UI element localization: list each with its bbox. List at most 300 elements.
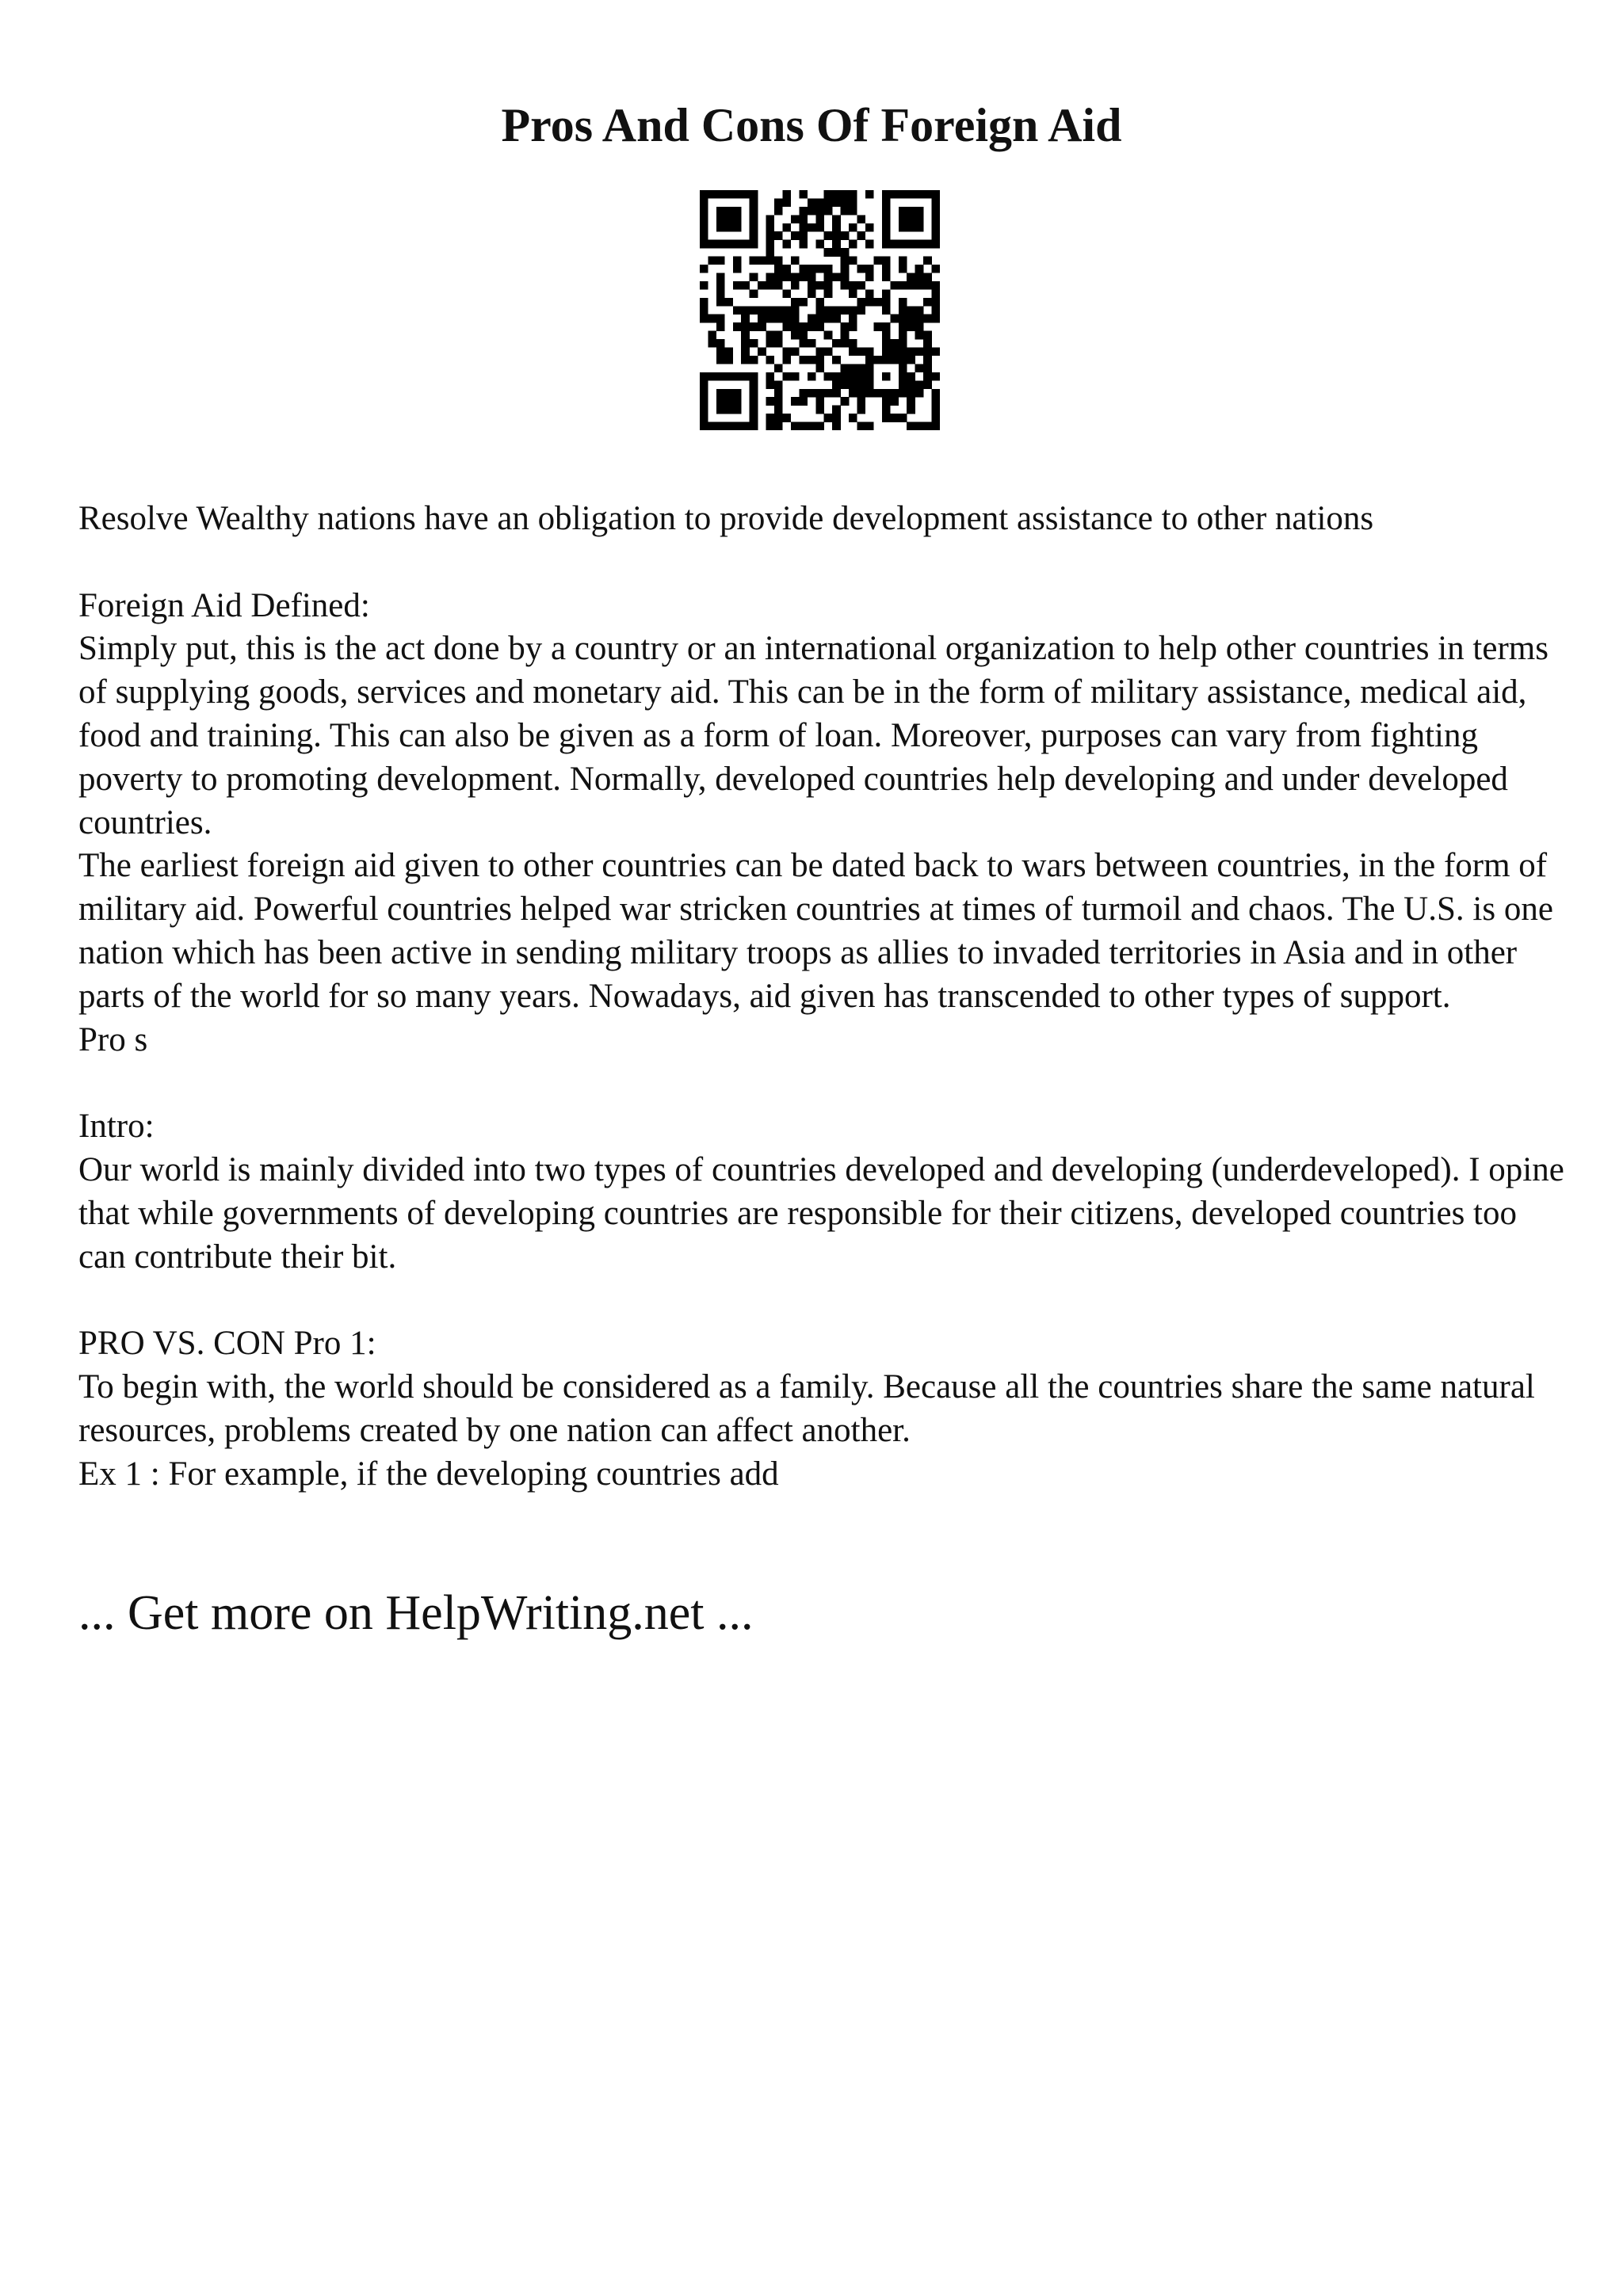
qr-module [716,356,725,364]
qr-module [741,331,750,340]
qr-module [932,240,940,249]
qr-module [766,215,775,223]
qr-module [923,298,932,307]
qr-module [774,364,783,372]
qr-module [724,215,733,223]
qr-module [932,422,940,430]
qr-module [782,273,791,281]
qr-module [865,273,874,281]
qr-module [915,315,924,323]
qr-module [724,207,733,215]
qr-module [849,389,857,398]
qr-module [915,422,924,430]
qr-module [857,364,866,372]
qr-module [841,397,850,406]
qr-module [782,223,791,232]
qr-module [774,265,783,273]
qr-module [766,281,775,290]
qr-module [750,273,758,281]
qr-module [841,207,850,215]
qr-module [799,331,808,340]
qr-module [733,397,742,406]
qr-module [865,223,874,232]
qr-module [716,348,725,357]
qr-module [882,397,891,406]
qr-module [841,306,850,315]
qr-module [907,372,915,381]
qr-module [758,281,766,290]
qr-module [700,315,708,323]
qr-module [832,248,841,257]
qr-module [808,198,816,207]
pros-label: Pro s [78,1020,148,1058]
qr-module [915,265,924,273]
qr-module [724,348,733,357]
qr-module [758,306,766,315]
qr-module [724,223,733,232]
qr-module [716,215,725,223]
qr-module [791,348,800,357]
qr-module [700,389,708,398]
qr-module [907,223,915,232]
qr-module [824,281,833,290]
qr-module [750,380,758,389]
qr-module [700,414,708,422]
qr-module [923,273,932,281]
qr-module [882,190,891,199]
qr-module [824,389,833,398]
qr-module [791,331,800,340]
qr-module [832,198,841,207]
qr-module [882,289,891,298]
qr-module [799,215,808,223]
qr-module [824,289,833,298]
qr-module [923,281,932,290]
qr-module [716,273,725,281]
qr-module [841,273,850,281]
qr-module [799,389,808,398]
qr-module [873,298,882,307]
qr-module [700,380,708,389]
qr-module [766,356,775,364]
history-paragraph: The earliest foreign aid given to other countries can be dated back to wars between countries, in the form of military aid. Powerful countries helped war stricken countries at times of turmoil and chaos. The U.S. is one nation which has been active in sending military troops as allies to invaded territories in Asia and in other parts of the world for so many years. Nowadays, aid given has transcended to other types of support. [78,847,1553,1015]
qr-module [791,322,800,331]
qr-module [774,273,783,281]
qr-module [849,306,857,315]
qr-module [882,240,891,249]
qr-module [824,306,833,315]
qr-module [841,257,850,265]
qr-module [882,406,891,414]
qr-module [700,231,708,240]
qr-module [832,273,841,281]
qr-module [882,257,891,265]
qr-module [932,372,940,381]
intro-paragraph: Our world is mainly divided into two types of countries developed and developing (underdeveloped). I opine that while governments of developing countries are responsible for their citizens, developed countries too can contribute their bit. [78,1150,1564,1276]
qr-module [766,240,775,249]
qr-module [832,422,841,430]
qr-module [907,273,915,281]
qr-code-graphic [700,190,940,430]
qr-module [932,198,940,207]
qr-module [799,397,808,406]
qr-module [808,339,816,348]
qr-module [799,273,808,281]
qr-module [716,397,725,406]
qr-module [758,315,766,323]
qr-module [923,422,932,430]
qr-module [815,389,824,398]
qr-module [899,223,907,232]
qr-module [782,198,791,207]
qr-module [815,315,824,323]
qr-module [799,240,808,249]
qr-module [700,215,708,223]
qr-module [774,281,783,290]
qr-module [741,281,750,290]
qr-module [741,422,750,430]
qr-module [733,207,742,215]
qr-module [724,389,733,398]
qr-module [899,414,907,422]
qr-module [766,257,775,265]
qr-module [890,281,899,290]
qr-module [815,207,824,215]
qr-module [708,422,716,430]
qr-module [932,306,940,315]
qr-module [849,257,857,265]
qr-module [724,356,733,364]
example-paragraph: Ex 1 : For example, if the developing countries add [78,1455,779,1493]
qr-module [907,422,915,430]
qr-module [873,389,882,398]
qr-module [741,322,750,331]
qr-module [832,406,841,414]
qr-module [899,322,907,331]
qr-module [700,372,708,381]
qr-module [923,372,932,381]
qr-module [907,397,915,406]
qr-module [932,389,940,398]
qr-module [766,331,775,340]
qr-module [899,240,907,249]
qr-module [841,190,850,199]
qr-module [865,298,874,307]
qr-module [824,273,833,281]
qr-module [782,414,791,422]
qr-module [915,281,924,290]
qr-module [865,356,874,364]
qr-module [832,414,841,422]
qr-module [824,207,833,215]
qr-module [782,315,791,323]
qr-module [708,257,716,265]
qr-module [865,190,874,199]
qr-module [750,289,758,298]
qr-module [782,348,791,357]
qr-module [832,339,841,348]
qr-module [766,273,775,281]
qr-module [815,422,824,430]
document-title: Pros And Cons Of Foreign Aid [501,99,1122,151]
qr-module [766,231,775,240]
qr-module [849,240,857,249]
qr-module [923,364,932,372]
qr-module [857,380,866,389]
qr-module [724,422,733,430]
qr-module [766,315,775,323]
qr-module [915,322,924,331]
qr-module [841,372,850,381]
qr-module [782,372,791,381]
qr-module [849,364,857,372]
qr-module [741,190,750,199]
qr-module [849,289,857,298]
qr-module [815,356,824,364]
qr-module [766,380,775,389]
qr-module [932,348,940,357]
qr-module [708,315,716,323]
qr-module [700,397,708,406]
qr-module [766,397,775,406]
qr-module [923,257,932,265]
qr-module [849,281,857,290]
qr-module [824,315,833,323]
qr-module [791,306,800,315]
qr-module [907,348,915,357]
qr-module [700,298,708,307]
qr-module [791,257,800,265]
qr-module [907,406,915,414]
qr-module [832,190,841,199]
qr-module [882,372,891,381]
qr-module [832,380,841,389]
qr-module [799,339,808,348]
qr-module [932,315,940,323]
qr-module [716,289,725,298]
get-more-link[interactable]: ... Get more on HelpWriting.net ... [78,1586,754,1640]
qr-module [808,207,816,215]
paragraph-gap [78,1062,1568,1105]
qr-module [750,406,758,414]
qr-module [815,281,824,290]
qr-module [915,190,924,199]
qr-module [791,315,800,323]
qr-module [873,257,882,265]
qr-module [915,380,924,389]
qr-module [923,356,932,364]
qr-module [915,331,924,340]
section-heading-intro: Intro: [78,1108,155,1146]
qr-module [932,298,940,307]
qr-module [882,215,891,223]
qr-module [708,240,716,249]
qr-module [700,207,708,215]
qr-module [808,273,816,281]
qr-module [808,356,816,364]
qr-module [791,298,800,307]
qr-module [915,348,924,357]
qr-module [865,364,874,372]
qr-module [882,348,891,357]
qr-module [841,231,850,240]
qr-module [857,389,866,398]
qr-module [750,422,758,430]
qr-module [750,339,758,348]
qr-module [915,215,924,223]
qr-module [923,339,932,348]
qr-module [724,190,733,199]
qr-module [808,265,816,273]
qr-module [824,231,833,240]
qr-module [841,281,850,290]
qr-module [750,198,758,207]
qr-module [815,223,824,232]
qr-module [915,240,924,249]
qr-module [733,190,742,199]
qr-module [923,315,932,323]
qr-module [849,380,857,389]
qr-module [741,356,750,364]
qr-module [857,348,866,357]
qr-module [824,348,833,357]
qr-module [915,389,924,398]
qr-module [857,306,866,315]
qr-module [923,190,932,199]
qr-module [832,389,841,398]
qr-module [915,273,924,281]
qr-module [700,223,708,232]
qr-module [824,198,833,207]
qr-module [865,389,874,398]
qr-module [733,265,742,273]
qr-module [899,331,907,340]
qr-module [791,372,800,381]
qr-module [708,331,716,340]
qr-module [750,240,758,249]
qr-module [899,190,907,199]
qr-module [716,322,725,331]
qr-module [882,223,891,232]
qr-module [882,339,891,348]
qr-module [716,281,725,290]
qr-module [766,422,775,430]
definition-paragraph: Simply put, this is the act done by a country or an international organization to help other countries in terms of supplying goods, services and monetary aid. This can be in the form of military assistance, medical aid, food and training. This can also be given as a form of loan. Moreover, purposes can vary from fighting poverty to promoting development. Normally, developed countries help developing and under developed countries. [78,630,1549,841]
qr-module [774,231,783,240]
qr-module [882,207,891,215]
qr-module [750,397,758,406]
qr-module [923,380,932,389]
qr-module [890,414,899,422]
qr-module [857,281,866,290]
qr-module [882,198,891,207]
qr-module [890,315,899,323]
qr-module [849,339,857,348]
qr-module [865,265,874,273]
qr-module [899,281,907,290]
resolution-line: Resolve Wealthy nations have an obligation to provide development assistance to other nations [78,500,1374,537]
qr-module [782,356,791,364]
qr-module [907,281,915,290]
qr-module [923,331,932,340]
qr-module [815,322,824,331]
qr-module [932,397,940,406]
qr-module [832,306,841,315]
qr-module [923,240,932,249]
qr-module [774,339,783,348]
qr-module [808,422,816,430]
qr-module [733,257,742,265]
qr-module [774,389,783,398]
qr-module [708,339,716,348]
qr-module [758,322,766,331]
qr-module [907,207,915,215]
qr-module [782,265,791,273]
qr-module [865,289,874,298]
qr-module [882,273,891,281]
qr-module [857,215,866,223]
qr-module [782,240,791,249]
qr-module [815,364,824,372]
qr-module [915,306,924,315]
qr-module [774,406,783,414]
qr-module [841,364,850,372]
qr-module [799,356,808,364]
qr-module [808,223,816,232]
qr-module [865,240,874,249]
qr-module [716,406,725,414]
qr-module [716,339,725,348]
qr-module [815,240,824,249]
qr-module [899,257,907,265]
qr-module [774,306,783,315]
qr-module [774,257,783,265]
qr-module [841,339,850,348]
qr-module [932,223,940,232]
qr-module [808,289,816,298]
qr-module [724,372,733,381]
qr-module [733,322,742,331]
qr-module [890,397,899,406]
qr-module [932,281,940,290]
qr-module [899,306,907,315]
qr-module [890,356,899,364]
qr-module [882,331,891,340]
qr-module [782,190,791,199]
qr-module [799,231,808,240]
qr-module [716,223,725,232]
qr-module [750,215,758,223]
qr-module [849,223,857,232]
qr-module [808,315,816,323]
qr-module [857,298,866,307]
qr-module [733,422,742,430]
qr-module [849,190,857,199]
qr-module [799,298,808,307]
qr-module [808,372,816,381]
qr-module [766,223,775,232]
qr-module [766,414,775,422]
paragraph-gap [78,541,1568,585]
qr-module [832,315,841,323]
qr-module [716,422,725,430]
qr-module [907,315,915,323]
qr-module [899,389,907,398]
qr-module [849,198,857,207]
qr-module [750,223,758,232]
qr-module [907,240,915,249]
qr-module [733,223,742,232]
